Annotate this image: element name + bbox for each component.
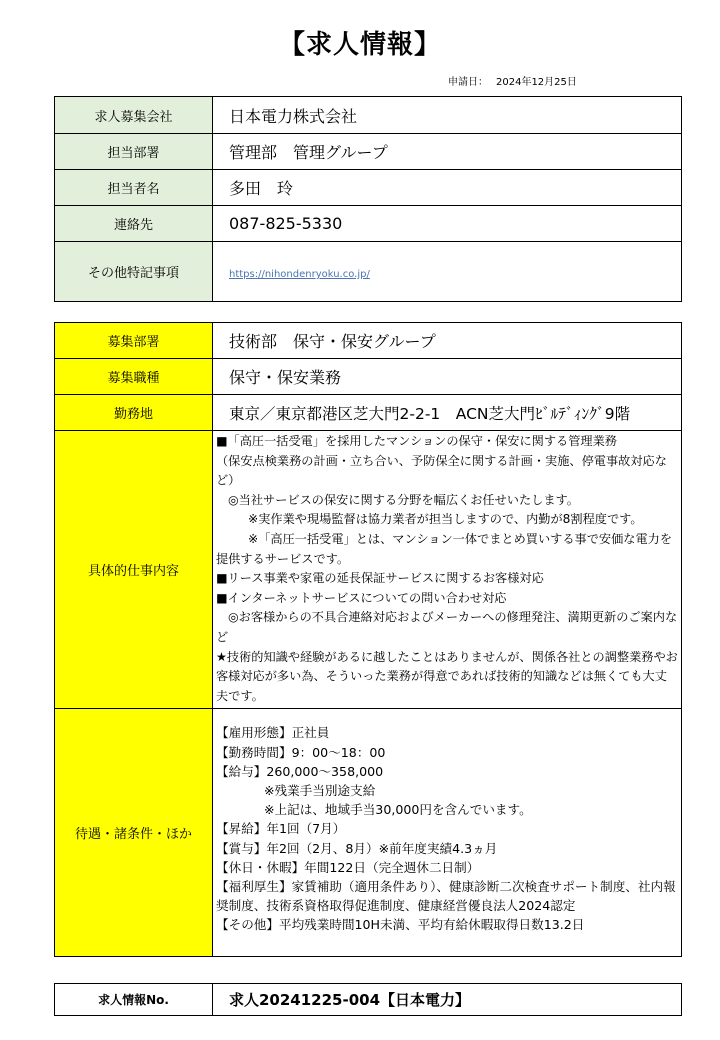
table-row — [55, 170, 682, 206]
position-label: 募集職種 — [55, 359, 213, 395]
condition-line: 【給与】260,000～358,000 — [216, 763, 384, 779]
contact-person-label: 担当者名 — [55, 170, 213, 206]
condition-line: 【昇給】年1回（7月） — [216, 821, 346, 837]
contact-department-label: 担当部署 — [55, 134, 213, 170]
position-value: 保守・保安業務 — [213, 359, 682, 395]
duty-line: ◎当社サービスの保安に関する分野を幅広くお任せいたします。 — [228, 492, 579, 507]
job-number-value: 求人20241225-004【日本電力】 — [213, 984, 682, 1016]
phone-label: 連絡先 — [55, 206, 213, 242]
table-row — [55, 709, 682, 957]
company-info-table — [54, 96, 682, 302]
duty-line: ★技術的知識や経験があるに越したことはありませんが、関係各社との調整業務やお客様対応が多い為、そういった業務が得意であれば技術的知識などは無くても大丈夫です。 — [216, 649, 678, 703]
table-row — [55, 395, 682, 431]
duty-line: ※実作業や現場監督は協力業者が担当しますので、内勤が8割程度です。 — [248, 512, 643, 527]
duties-description — [213, 431, 682, 709]
notes-value — [213, 242, 682, 302]
application-date-label: 申請日： — [448, 77, 488, 88]
table-row — [55, 323, 682, 359]
duty-line: ■「高圧一括受電」を採用したマンションの保守・保安に関する管理業務 — [216, 434, 617, 448]
location-value: 東京／東京都港区芝大門2-2-1 ACN芝大門ﾋﾞﾙﾃﾞｨﾝｸﾞ9階 — [213, 395, 682, 431]
table-row — [55, 984, 682, 1016]
duty-line: （保安点検業務の計画・立ち合い、予防保全に関する計画・実施、停電事故対応など） — [216, 453, 667, 488]
condition-line: 【休日・休暇】年間122日（完全週休二日制） — [216, 859, 480, 875]
condition-line: ※上記は、地域手当30,000円を含んでいます。 — [264, 802, 532, 818]
application-date-value: 2024年12月25日 — [496, 77, 577, 88]
application-date — [448, 73, 577, 88]
location-label: 勤務地 — [55, 395, 213, 431]
condition-line: ※残業手当別途支給 — [264, 782, 376, 798]
condition-line: 【福利厚生】家賃補助（適用条件あり）、健康診断二次検査サポート制度、社内報奨制度、技術系資格取得促進制度、健康経営優良法人2024認定 — [216, 878, 676, 914]
conditions-description — [213, 709, 682, 957]
table-row — [55, 206, 682, 242]
condition-line: 【その他】平均残業時間10H未満、平均有給休暇取得日数13.2日 — [216, 917, 585, 933]
contact-person-value: 多田 玲 — [213, 170, 682, 206]
condition-line: 【雇用形態】正社員 — [216, 725, 330, 741]
table-row — [55, 134, 682, 170]
contact-department-value: 管理部 管理グループ — [213, 134, 682, 170]
phone-value: 087-825-5330 — [213, 206, 682, 242]
duty-line: ■インターネットサービスについての問い合わせ対応 — [216, 590, 507, 605]
condition-line: 【勤務時間】9：00～18：00 — [216, 744, 386, 760]
department-label: 募集部署 — [55, 323, 213, 359]
duty-line: ◎お客様からの不具合連絡対応およびメーカーへの修理発注、満期更新のご案内など — [216, 610, 678, 644]
job-number-table — [54, 983, 682, 1016]
table-row — [55, 431, 682, 709]
table-row — [55, 97, 682, 134]
table-row — [55, 359, 682, 395]
job-info-table — [54, 322, 682, 957]
company-value: 日本電力株式会社 — [213, 97, 682, 134]
table-row — [55, 242, 682, 302]
condition-line: 【賞与】年2回（2月、8月）※前年度実績4.3ヵ月 — [216, 840, 498, 856]
page-title: 【求人情報】 — [278, 30, 441, 60]
job-number-label: 求人情報No. — [55, 984, 213, 1016]
department-value: 技術部 保守・保安グループ — [213, 323, 682, 359]
conditions-label: 待遇・諸条件・ほか — [55, 709, 213, 957]
website-link[interactable]: https://nihondenryoku.co.jp/ — [229, 269, 370, 280]
duties-label: 具体的仕事内容 — [55, 431, 213, 709]
notes-label: その他特記事項 — [55, 242, 213, 302]
company-label: 求人募集会社 — [55, 97, 213, 134]
duty-line: ※「高圧一括受電」とは、マンション一体でまとめ買いする事で安価な電力を提供するサービスです。 — [216, 531, 673, 566]
duty-line: ■リース事業や家電の延長保証サービスに関するお客様対応 — [216, 571, 544, 586]
